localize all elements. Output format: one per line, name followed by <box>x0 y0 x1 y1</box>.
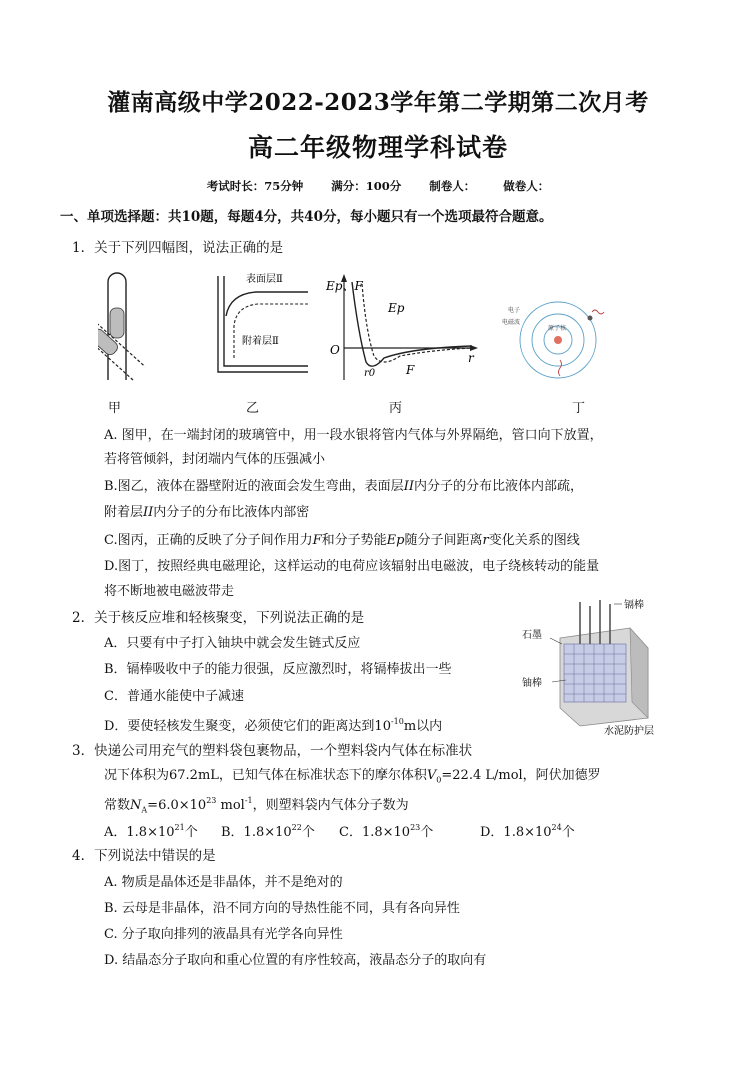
uranium-rod-label: 铀棒 <box>522 678 542 689</box>
ding-electron-label: 电子 <box>508 307 521 314</box>
q1-option-b-text4: 内分子的分布比液体内部密 <box>153 505 310 520</box>
q2-option-d <box>104 712 442 737</box>
q1-figure-bing <box>322 272 482 384</box>
wave-icon <box>592 310 604 314</box>
q3-option-b-pre: B．1.8×10 <box>221 825 292 840</box>
q3-V-sub: 0 <box>436 775 442 785</box>
q3-line3-a: 常数 <box>104 798 131 813</box>
q2-option-d-pre: D．要使轻核发生聚变，必须使它们的距离达到10 <box>104 719 391 734</box>
bing-origin-label: O <box>330 343 340 357</box>
exam-full-score: 满分：100分 <box>331 179 402 193</box>
vertical-tube <box>108 273 126 380</box>
q1-option-d-line2: 将不断地被电磁波带走 <box>104 584 235 599</box>
graphite-label: 石墨 <box>522 630 542 641</box>
wave-icon-2 <box>559 360 562 376</box>
fig-label-yi: 乙 <box>246 401 260 416</box>
q2-stem: 2．关于核反应堆和轻核聚变，下列说法正确的是 <box>72 610 365 626</box>
bing-f-label: F <box>406 363 415 377</box>
exam-author: 制卷人： <box>429 179 476 193</box>
q3-line2 <box>104 766 601 791</box>
q1-stem: 1．关于下列四幅图，说法正确的是 <box>72 240 284 256</box>
q3-line3-exp: 23 <box>206 796 217 805</box>
q1-option-b-roman2: II <box>143 505 154 520</box>
q3-line3-b: =6.0×10 <box>147 798 207 813</box>
q3-line3-d: ，则塑料袋内气体分子数为 <box>252 798 409 813</box>
q3-line2-b: =22.4 L/mol，阿伏加德罗 <box>441 768 601 783</box>
ding-nucleus-label: 原子核 <box>548 325 567 332</box>
cadmium-rod-label: 镉棒 <box>624 600 644 611</box>
q3-option-c <box>339 818 433 843</box>
exam-title-line1: 灌南高级中学2022-2023学年第二学期第二次月考 <box>107 89 649 116</box>
q1-figure-yi <box>212 268 312 380</box>
electron-icon <box>588 316 593 321</box>
fig-label-ding: 丁 <box>572 401 586 416</box>
q3-option-b-exp: 22 <box>291 823 302 832</box>
q3-option-b-post: 个 <box>301 825 315 840</box>
q3-line3 <box>104 791 409 821</box>
exam-duration: 考试时长：75分钟 <box>206 179 304 193</box>
q1-option-b-text2: 内分子的分布比液体内部疏， <box>413 479 583 494</box>
adhesion-layer-label: 附着层Ⅱ <box>242 336 279 347</box>
fuel-cube-grid <box>564 644 626 702</box>
q1-option-b-text3: 附着层 <box>104 505 144 520</box>
q4-stem: 4．下列说法中错误的是 <box>72 848 216 864</box>
q3-option-d-pre: D．1.8×10 <box>480 825 552 840</box>
section1-heading: 一、单项选择题：共10题，每题4分，共40分，每小题只有一个选项最符合题意。 <box>60 209 553 225</box>
q3-line3-exp2: -1 <box>244 796 253 805</box>
q1-figure-ding <box>500 300 612 382</box>
q4-option-d: D. 结晶态分子取向和重心位置的有序性较高，液晶态分子的取向有 <box>104 953 487 968</box>
q3-option-d-exp: 24 <box>551 823 562 832</box>
fig-label-bing: 丙 <box>389 401 403 416</box>
q3-option-a-post: 个 <box>184 825 198 840</box>
q1-option-c-text1: C.图丙，正确的反映了分子间作用力 <box>104 533 313 548</box>
fig-label-jia: 甲 <box>108 401 122 416</box>
bing-axis-y-label: Ep、F <box>326 279 363 293</box>
ding-wave-label: 电磁波 <box>502 319 521 326</box>
q1-option-a-line1: A. 图甲，在一端封闭的玻璃管中，用一段水银将管内气体与外界隔绝，管口向下放置， <box>104 428 603 443</box>
q3-option-d <box>480 818 575 843</box>
q2-option-d-post: m以内 <box>403 719 443 734</box>
q3-option-c-exp: 23 <box>410 823 421 832</box>
q3-option-a-pre: A．1.8×10 <box>104 825 175 840</box>
q2-option-c: C．普通水能使中子减速 <box>104 689 244 704</box>
q1-option-d-line1: D.图丁，按照经典电磁理论，这样运动的电荷应该辐射出电磁波，电子绕核转动的能量 <box>104 559 600 574</box>
bing-r-label: r <box>468 351 474 365</box>
q3-line3-c: mol <box>216 798 245 813</box>
q3-N: N <box>130 798 142 813</box>
q3-V: V <box>426 768 437 783</box>
q3-line2-a: 况下体积为67.2mL，已知气体在标准状态下的摩尔体积 <box>104 768 427 783</box>
bing-r0-label: r0 <box>364 368 376 379</box>
q1-option-a-line2: 若将管倾斜，封闭端内气体的压强减小 <box>104 452 326 467</box>
q3-option-a <box>104 818 198 843</box>
q3-N-sub: A <box>141 805 148 815</box>
q4-option-b: B. 云母是非晶体，沿不同方向的导热性能不同，具有各向异性 <box>104 901 460 916</box>
q1-option-c-Ep: Ep <box>386 533 405 548</box>
q1-figure-jia <box>98 268 208 386</box>
q1-option-b-line1 <box>104 477 583 497</box>
q2-option-d-exp: -10 <box>390 717 404 726</box>
nucleus-icon <box>554 336 562 344</box>
q3-option-a-exp: 21 <box>174 823 185 832</box>
q1-option-b-line2 <box>104 503 309 523</box>
exam-title-line2: 高二年级物理学科试卷 <box>247 133 508 162</box>
exam-meta <box>0 178 756 194</box>
q1-option-c-F: F <box>312 533 322 548</box>
bing-ep-label: Ep <box>388 301 405 315</box>
surface-layer-label: 表面层Ⅱ <box>246 274 283 285</box>
q1-option-c-text4: 变化关系的图线 <box>488 533 580 548</box>
q3-option-b <box>221 818 315 843</box>
q4-option-c: C. 分子取向排列的液晶具有光学各向异性 <box>104 927 343 942</box>
q2-reactor-figure <box>520 598 660 740</box>
q2-option-b: B．镉棒吸收中子的能力很强，反应激烈时，将镉棒拔出一些 <box>104 662 452 677</box>
exam-reviewer: 做卷人： <box>503 179 550 193</box>
q2-option-a: A．只要有中子打入铀块中就会发生链式反应 <box>104 636 361 651</box>
concrete-label: 水泥防护层 <box>604 726 654 737</box>
q4-option-a: A. 物质是晶体还是非晶体，并不是绝对的 <box>104 875 343 890</box>
q3-option-d-post: 个 <box>561 825 575 840</box>
q3-option-c-pre: C．1.8×10 <box>339 825 411 840</box>
q3-line1: 3．快递公司用充气的塑料袋包裹物品，一个塑料袋内气体在标准状 <box>72 743 473 759</box>
q1-option-c-text3: 随分子间距离 <box>404 533 483 548</box>
q1-option-c-text2: 和分子势能 <box>321 533 387 548</box>
q1-option-b-text1: B.图乙，液体在器壁附近的液面会发生弯曲，表面层 <box>104 479 404 494</box>
q1-option-b-roman1: II <box>403 479 414 494</box>
q1-option-c-r: r <box>482 533 489 548</box>
q1-option-c <box>104 531 580 551</box>
q3-option-c-post: 个 <box>420 825 434 840</box>
